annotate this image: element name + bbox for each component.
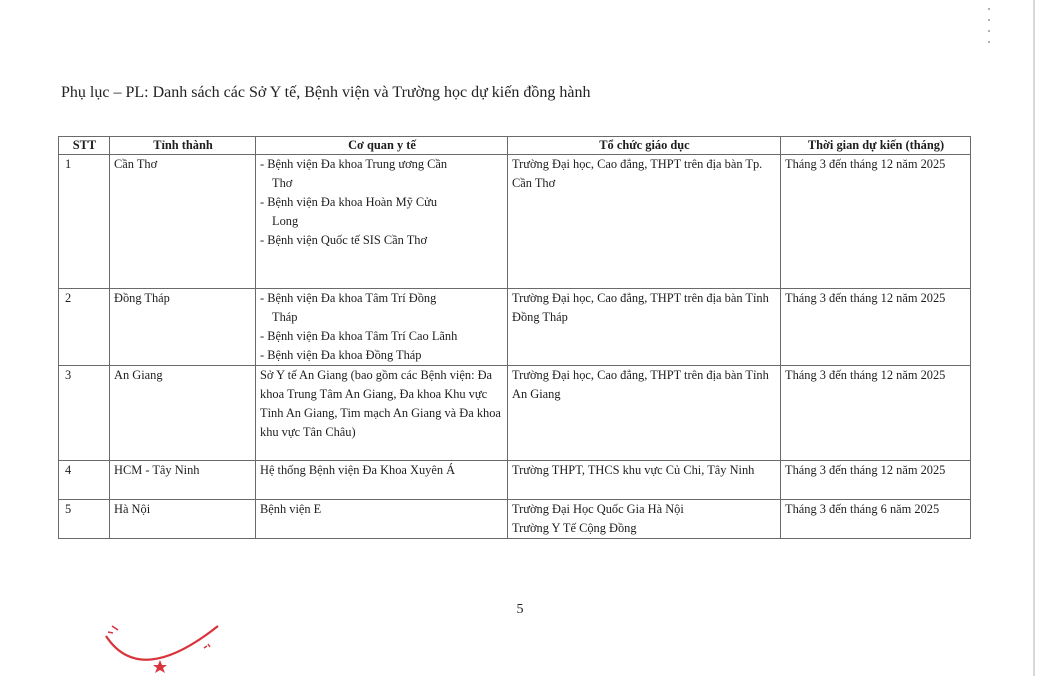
cell-province: Đồng Tháp <box>110 289 256 366</box>
header-stt: STT <box>59 137 110 155</box>
partner-table <box>58 136 971 539</box>
health-line: - Bệnh viện Quốc tế SIS Cần Thơ <box>260 233 428 247</box>
cell-province: Hà Nội <box>110 500 256 539</box>
cell-stt: 3 <box>59 366 110 461</box>
cell-province: An Giang <box>110 366 256 461</box>
page-title: Phụ lục – PL: Danh sách các Sở Y tế, Bệnh viện và Trường học dự kiến đồng hành <box>61 84 591 101</box>
table-row <box>59 500 971 539</box>
cell-time: Tháng 3 đến tháng 12 năm 2025 <box>781 289 971 366</box>
cell-stt: 2 <box>59 289 110 366</box>
table-row <box>59 289 971 366</box>
scan-marks <box>988 8 992 52</box>
table-row <box>59 155 971 289</box>
cell-stt: 5 <box>59 500 110 539</box>
health-line: - Bệnh viện Đa khoa Trung ương Cần <box>260 157 448 171</box>
cell-time: Tháng 3 đến tháng 12 năm 2025 <box>781 155 971 289</box>
page-number: 5 <box>516 602 524 617</box>
header-education: Tổ chức giáo dục <box>508 137 781 155</box>
cell-health: Bệnh viện E <box>256 500 508 539</box>
header-health-agency: Cơ quan y tế <box>256 137 508 155</box>
cell-time: Tháng 3 đến tháng 12 năm 2025 <box>781 366 971 461</box>
page-edge <box>1033 0 1035 676</box>
cell-education: Trường Đại học, Cao đẳng, THPT trên địa bàn Tỉnh Đồng Tháp <box>508 289 781 366</box>
cell-time: Tháng 3 đến tháng 6 năm 2025 <box>781 500 971 539</box>
health-line: - Bệnh viện Đa khoa Đồng Tháp <box>260 348 422 362</box>
health-line: - Bệnh viện Đa khoa Tâm Trí Cao Lãnh <box>260 329 458 343</box>
cell-education: Trường THPT, THCS khu vực Củ Chi, Tây Ninh <box>508 461 781 500</box>
cell-health: Hệ thống Bệnh viện Đa Khoa Xuyên Á <box>256 461 508 500</box>
table-header-row <box>59 137 971 155</box>
header-province: Tỉnh thành <box>110 137 256 155</box>
cell-education: Trường Đại học, Cao đẳng, THPT trên địa bàn Tp. Cần Thơ <box>508 155 781 289</box>
cell-health: Sở Y tế An Giang (bao gồm các Bệnh viện: Đa khoa Trung Tâm An Giang, Đa khoa Khu vực Tỉnh An Giang, Tim mạch An Giang và Đa khoa khu vực Tân Châu) <box>256 366 508 461</box>
red-seal-stamp <box>100 618 240 676</box>
table-row <box>59 366 971 461</box>
health-line: - Bệnh viện Đa khoa Hoàn Mỹ Cửu <box>260 195 438 209</box>
health-line: - Bệnh viện Đa khoa Tâm Trí Đồng <box>260 291 437 305</box>
education-line: Trường Đại Học Quốc Gia Hà Nội <box>512 502 684 516</box>
table-row <box>59 461 971 500</box>
cell-stt: 1 <box>59 155 110 289</box>
health-line: Long <box>272 214 299 228</box>
education-line: Trường Y Tế Cộng Đồng <box>512 521 637 535</box>
cell-health <box>256 289 508 366</box>
cell-province: Cần Thơ <box>110 155 256 289</box>
cell-health <box>256 155 508 289</box>
cell-education <box>508 500 781 539</box>
cell-province: HCM - Tây Ninh <box>110 461 256 500</box>
health-line: Tháp <box>272 310 298 324</box>
cell-time: Tháng 3 đến tháng 12 năm 2025 <box>781 461 971 500</box>
header-time: Thời gian dự kiến (tháng) <box>781 137 971 155</box>
cell-stt: 4 <box>59 461 110 500</box>
health-line: Thơ <box>272 176 293 190</box>
cell-education: Trường Đại học, Cao đẳng, THPT trên địa bàn Tỉnh An Giang <box>508 366 781 461</box>
